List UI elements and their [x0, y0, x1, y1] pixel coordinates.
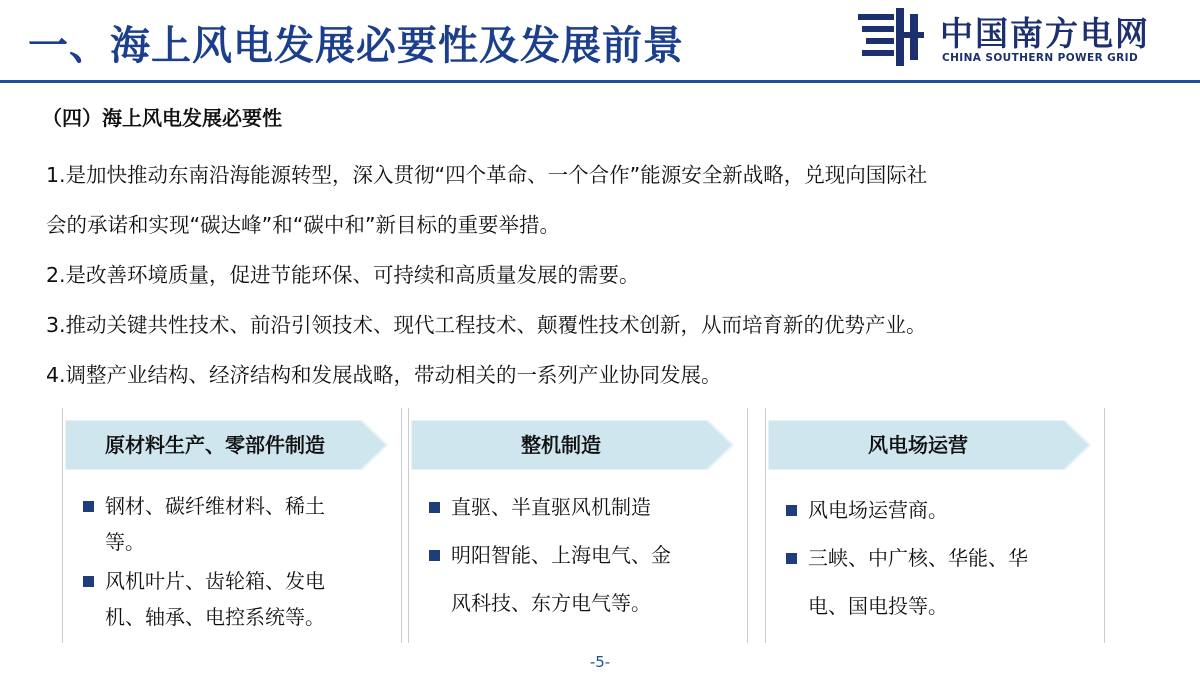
page-title: 一、海上风电发展必要性及发展前景: [28, 23, 684, 69]
flow-stage-materials: [62, 408, 402, 643]
point-2-text: 2.是改善环境质量，促进节能环保、可持续和高质量发展的需要。: [46, 263, 640, 287]
point-1: [46, 150, 1166, 250]
list-item: [784, 534, 1084, 630]
industry-chain-flow: [62, 408, 1172, 643]
point-4-text: 4.调整产业结构、经济结构和发展战略，带动相关的一系列产业协同发展。: [46, 363, 722, 387]
flow-stage-header: [65, 420, 391, 470]
flow-stage-label: 整机制造: [521, 433, 601, 457]
list-item-line: 风机叶片、齿轮箱、发电: [105, 569, 325, 593]
list-item: [427, 531, 727, 627]
grid-logo-icon: [858, 8, 924, 66]
list-item-line: 机、轴承、电控系统等。: [105, 605, 325, 629]
list-item-line: 电、国电投等。: [808, 594, 948, 618]
list-item-line: 直驱、半直驱风机制造: [451, 495, 651, 519]
page-number: -5-: [589, 653, 611, 671]
square-bullet-icon: [786, 505, 797, 516]
flow-stage-items: [784, 486, 1084, 630]
flow-stage-header: [768, 420, 1094, 470]
list-item-line: 等。: [105, 530, 145, 554]
company-logo: [858, 6, 1188, 70]
square-bullet-icon: [83, 501, 94, 512]
list-item: [427, 483, 727, 531]
square-bullet-icon: [429, 502, 440, 513]
point-1-line-2: 会的承诺和实现“碳达峰”和“碳中和”新目标的重要举措。: [46, 213, 560, 237]
square-bullet-icon: [83, 576, 94, 587]
flow-stage-assembly: [408, 408, 748, 643]
title-divider: [0, 80, 1200, 83]
square-bullet-icon: [786, 553, 797, 564]
flow-stage-label: 原材料生产、零部件制造: [105, 433, 325, 457]
flow-stage-header: [411, 420, 737, 470]
point-3-text: 3.推动关键共性技术、前沿引领技术、现代工程技术、颠覆性技术创新，从而培育新的优势产业。: [46, 313, 927, 337]
point-3: [46, 300, 1166, 350]
logo-english-name: CHINA SOUTHERN POWER GRID: [942, 52, 1139, 64]
square-bullet-icon: [429, 550, 440, 561]
list-item-line: 明阳智能、上海电气、金: [451, 543, 671, 567]
point-4: [46, 350, 1166, 400]
flow-stage-items: [81, 488, 381, 635]
necessity-points: [46, 150, 1166, 400]
flow-stage-label: 风电场运营: [868, 433, 968, 457]
list-item: [81, 488, 381, 560]
list-item-line: 风电场运营商。: [808, 498, 948, 522]
section-subtitle: （四）海上风电发展必要性: [42, 106, 282, 130]
list-item-line: 三峡、中广核、华能、华: [808, 546, 1028, 570]
logo-chinese-name: 中国南方电网: [940, 14, 1150, 53]
list-item: [81, 563, 381, 635]
flow-stage-items: [427, 483, 727, 627]
list-item-line: 风科技、东方电气等。: [451, 591, 651, 615]
list-item-line: 钢材、碳纤维材料、稀土: [105, 494, 325, 518]
point-2: [46, 250, 1166, 300]
list-item: [784, 486, 1084, 534]
point-1-line-1: 1.是加快推动东南沿海能源转型，深入贯彻“四个革命、一个合作”能源安全新战略，兑现向国际社: [46, 163, 928, 187]
flow-stage-operation: [765, 408, 1105, 643]
